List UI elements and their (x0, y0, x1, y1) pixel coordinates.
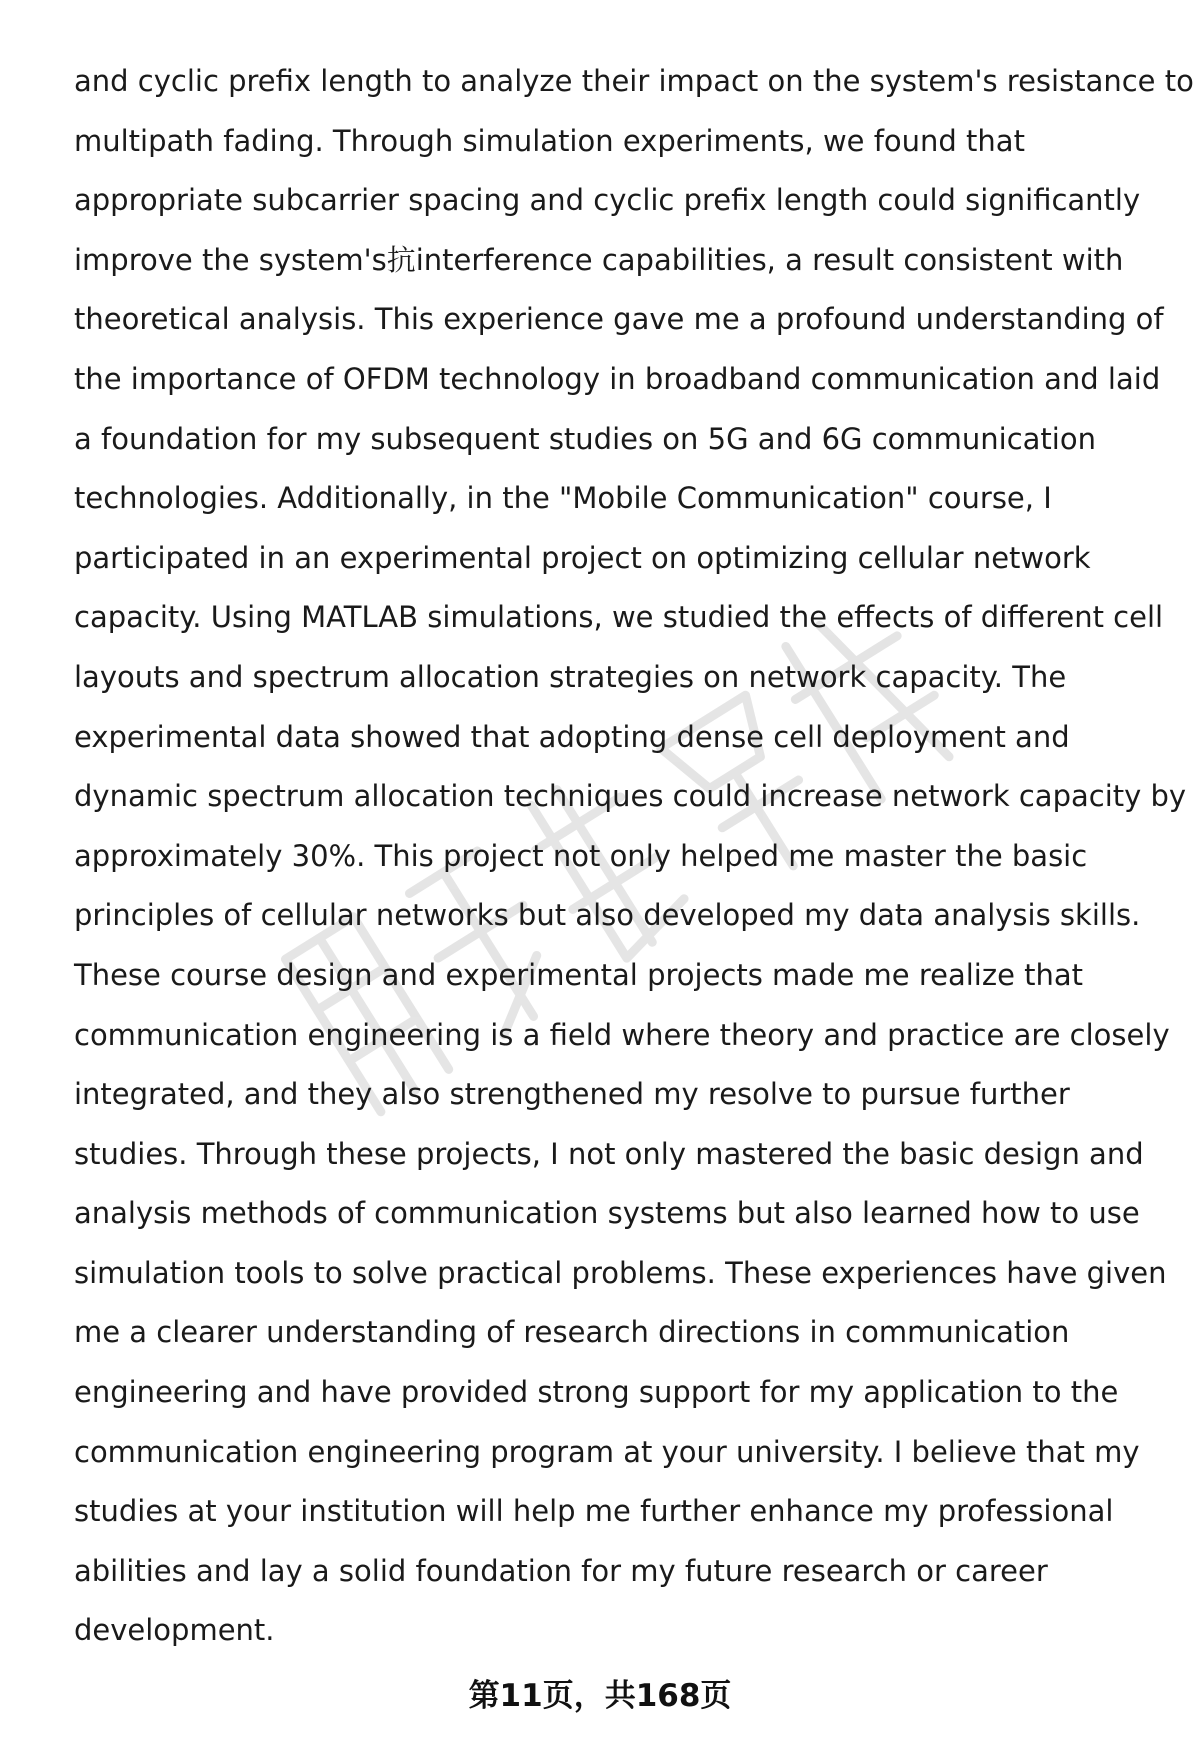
text-line: technologies. Additionally, in the "Mobile Communication" course, I (74, 481, 1052, 516)
text-line: studies at your institution will help me further enhance my professional (74, 1494, 1114, 1529)
text-line: the importance of OFDM technology in broadband communication and laid (74, 361, 1161, 396)
text-line: engineering and have provided strong support for my application to the (74, 1375, 1119, 1410)
text-line: abilities and lay a solid foundation for my future research or career (74, 1553, 1048, 1588)
text-line: appropriate subcarrier spacing and cyclic prefix length could significantly (74, 183, 1141, 218)
page-number: 第11页，共168页 (468, 1678, 732, 1714)
body-text (74, 52, 1194, 1661)
text-line: participated in an experimental project on optimizing cellular network (74, 540, 1091, 575)
text-line: communication engineering program at your university. I believe that my (74, 1434, 1140, 1469)
text-line: simulation tools to solve practical problems. These experiences have given (74, 1255, 1167, 1290)
text-line: improve the system's抗interference capabilities, a result consistent with (74, 242, 1124, 277)
text-line: multipath fading. Through simulation experiments, we found that (74, 123, 1025, 158)
text-line: a foundation for my subsequent studies on 5G and 6G communication (74, 421, 1096, 456)
text-line: development. (74, 1613, 275, 1648)
text-line: dynamic spectrum allocation techniques could increase network capacity by (74, 779, 1187, 814)
text-line: studies. Through these projects, I not only mastered the basic design and (74, 1136, 1144, 1171)
text-line: and cyclic prefix length to analyze their impact on the system's resistance to (74, 64, 1194, 98)
text-line: experimental data showed that adopting dense cell deployment and (74, 719, 1070, 754)
text-line: me a clearer understanding of research directions in communication (74, 1315, 1070, 1350)
text-line: approximately 30%. This project not only helped me master the basic (74, 838, 1088, 873)
text-line: capacity. Using MATLAB simulations, we studied the effects of different cell (74, 600, 1164, 635)
text-line: theoretical analysis. This experience gave me a profound understanding of (74, 302, 1164, 337)
text-line: These course design and experimental projects made me realize that (74, 957, 1084, 992)
text-line: integrated, and they also strengthened my resolve to pursue further (74, 1077, 1070, 1112)
text-line: communication engineering is a field where theory and practice are closely (74, 1017, 1170, 1052)
text-line: principles of cellular networks but also developed my data analysis skills. (74, 898, 1141, 933)
text-line: analysis methods of communication systems but also learned how to use (74, 1196, 1140, 1231)
text-line: layouts and spectrum allocation strategies on network capacity. The (74, 659, 1067, 694)
